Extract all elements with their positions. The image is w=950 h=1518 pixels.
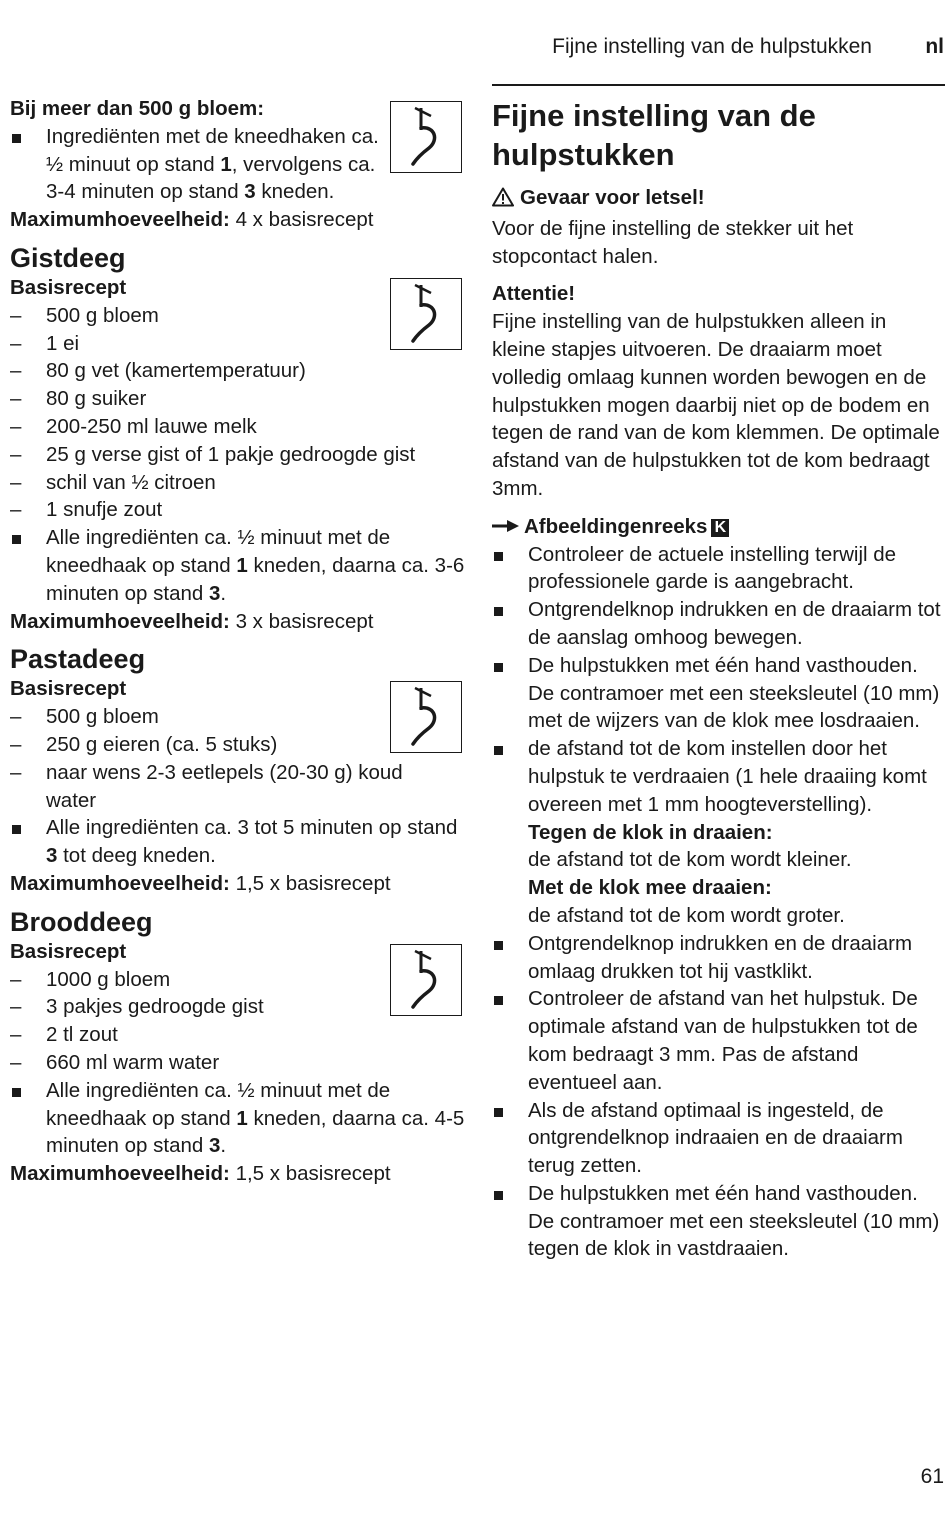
left-column [10,95,465,1188]
list-item: Als de afstand optimaal is ingesteld, de ontgrendelknop indraaien en de draaiarm terug zetten. [528,1098,903,1178]
dash-marker: – [10,498,22,522]
ingredient-item: – 1 ei [10,330,465,358]
ingredient-item: – naar wens 2-3 eetlepels (20-30 g) koud water [10,760,403,812]
dash-marker: – [10,760,22,784]
ingredient-item: – 250 g eieren (ca. 5 stuks) [10,731,465,759]
dash-marker: – [10,414,22,438]
list-item: Controleer de actuele instelling terwijl de professionele garde is aangebracht. [528,542,897,594]
ingredient-item: – 660 ml warm water [10,1049,465,1077]
ingredient-item: – 500 g bloem [10,703,465,731]
list-item: Ontgrendelknop indrukken en de draaiarm tot de aanslag omhoog bewegen. [528,598,941,649]
list-item: Alle ingrediënten ca. 3 tot 5 minuten op stand 3 tot deeg kneden. [46,816,458,868]
section-subtitle: Basisrecept [10,275,127,299]
ingredient-item: – 80 g suiker [10,385,465,413]
dash-marker: – [10,732,22,756]
figures-reference: Afbeeldingenreeks K [492,513,945,541]
dash-marker: – [10,470,22,494]
list-item: De hulpstukken met één hand vasthouden. De contramoer met een steeksleutel (10 mm) met de wijzers van de klok mee losdraaien. [528,653,940,733]
ingredient-item: – 2 tl zout [10,1021,465,1049]
ingredient-item: – 25 g verse gist of 1 pakje gedroogde gist [10,441,465,469]
dash-marker: – [10,442,22,466]
ccw-heading: Tegen de klok in draaien: [528,820,773,844]
dash-marker: – [10,1023,22,1047]
section-title-pastadeeg: Pastadeeg [10,644,146,675]
cw-heading: Met de klok mee draaien: [528,876,772,900]
running-header-title: Fijne instelling van de hulpstukken [552,35,872,58]
intro-heading: Bij meer dan 500 g bloem: [10,97,265,120]
figure-letter-badge: K [711,519,729,537]
list-item: Controleer de afstand van het hulpstuk. De optimale afstand van de hulpstukken tot de kom bedraagt 3 mm. Pas de afstand eventueel aan. [528,987,918,1094]
max-quantity: Maximumhoeveelheid: 4 x basisrecept [10,208,374,232]
list-item: de afstand tot de kom instellen door het hulpstuk te verdraaien (1 hele draaiing komt overeen met 1 mm hoogteverstelling). [528,737,927,816]
list-item: Alle ingrediënten ca. ½ minuut met de kneedhaak op stand 1 kneden, daarna ca. 4-5 minuten op stand 3. [46,1078,465,1158]
ingredient-item: – 500 g bloem [10,302,465,330]
dash-marker: – [10,1050,22,1074]
warning-triangle-icon [492,187,514,215]
max-quantity: Maximumhoeveelheid: 1,5 x basisrecept [10,1162,391,1186]
right-column [492,84,945,1263]
dash-marker: – [10,967,22,991]
ingredient-item: – 3 pakjes gedroogde gist [10,993,465,1021]
list-item: Ingrediënten met de kneedhaken ca. ½ minuut op stand 1, vervolgens ca. 3-4 minuten op stand 3 kneden. [46,124,379,204]
attention-heading: Attentie! [492,282,576,306]
ingredient-item: – 1 snufje zout [10,496,465,524]
page-number: 61 [920,1465,944,1488]
cw-text: de afstand tot de kom wordt groter. [528,903,845,927]
max-quantity: Maximumhoeveelheid: 3 x basisrecept [10,609,374,633]
language-code: nl [925,35,944,58]
dash-marker: – [10,995,22,1019]
heading-rule [492,84,945,86]
dash-marker: – [10,705,22,729]
ccw-text: de afstand tot de kom wordt kleiner. [528,848,852,872]
ingredient-item: – 200-250 ml lauwe melk [10,413,465,441]
attention-text: Fijne instelling van de hulpstukken alleen in kleine stapjes uitvoeren. De draaiarm moet volledig omlaag kunnen worden bewogen en de hulpstukken mogen daarbij niet op de bodem en tegen de rand van de kom klemmen. De optimale afstand van de hulpstukken tot de kom bedraagt 3mm. [492,310,940,500]
list-item: Ontgrendelknop indrukken en de draaiarm omlaag drukken tot hij vastklikt. [528,931,913,983]
ingredient-item: – 1000 g bloem [10,966,465,994]
dash-marker: – [10,303,22,327]
section-title-brooddeeg: Brooddeeg [10,906,153,937]
list-item: De hulpstukken met één hand vasthouden. De contramoer met een steeksleutel (10 mm) tegen de klok in vastdraaien. [528,1181,940,1261]
section-subtitle: Basisrecept [10,939,127,963]
max-quantity: Maximumhoeveelheid: 1,5 x basisrecept [10,871,391,895]
arrow-right-icon [492,513,520,541]
page-title: Fijne instelling van de hulpstukken [492,98,816,172]
danger-text: Voor de fijne instelling de stekker uit het stopcontact halen. [492,216,854,268]
section-subtitle: Basisrecept [10,677,127,701]
dash-marker: – [10,359,22,383]
ingredient-item: – 80 g vet (kamertemperatuur) [10,357,465,385]
list-item: Alle ingrediënten ca. ½ minuut met de kneedhaak op stand 1 kneden, daarna ca. 3-6 minuten op stand 3. [46,526,465,605]
section-title-gistdeeg: Gistdeeg [10,242,126,273]
ingredient-item: – schil van ½ citroen [10,469,465,497]
danger-heading: Gevaar voor letsel! [492,184,945,215]
dash-marker: – [10,387,22,411]
dash-marker: – [10,331,22,355]
